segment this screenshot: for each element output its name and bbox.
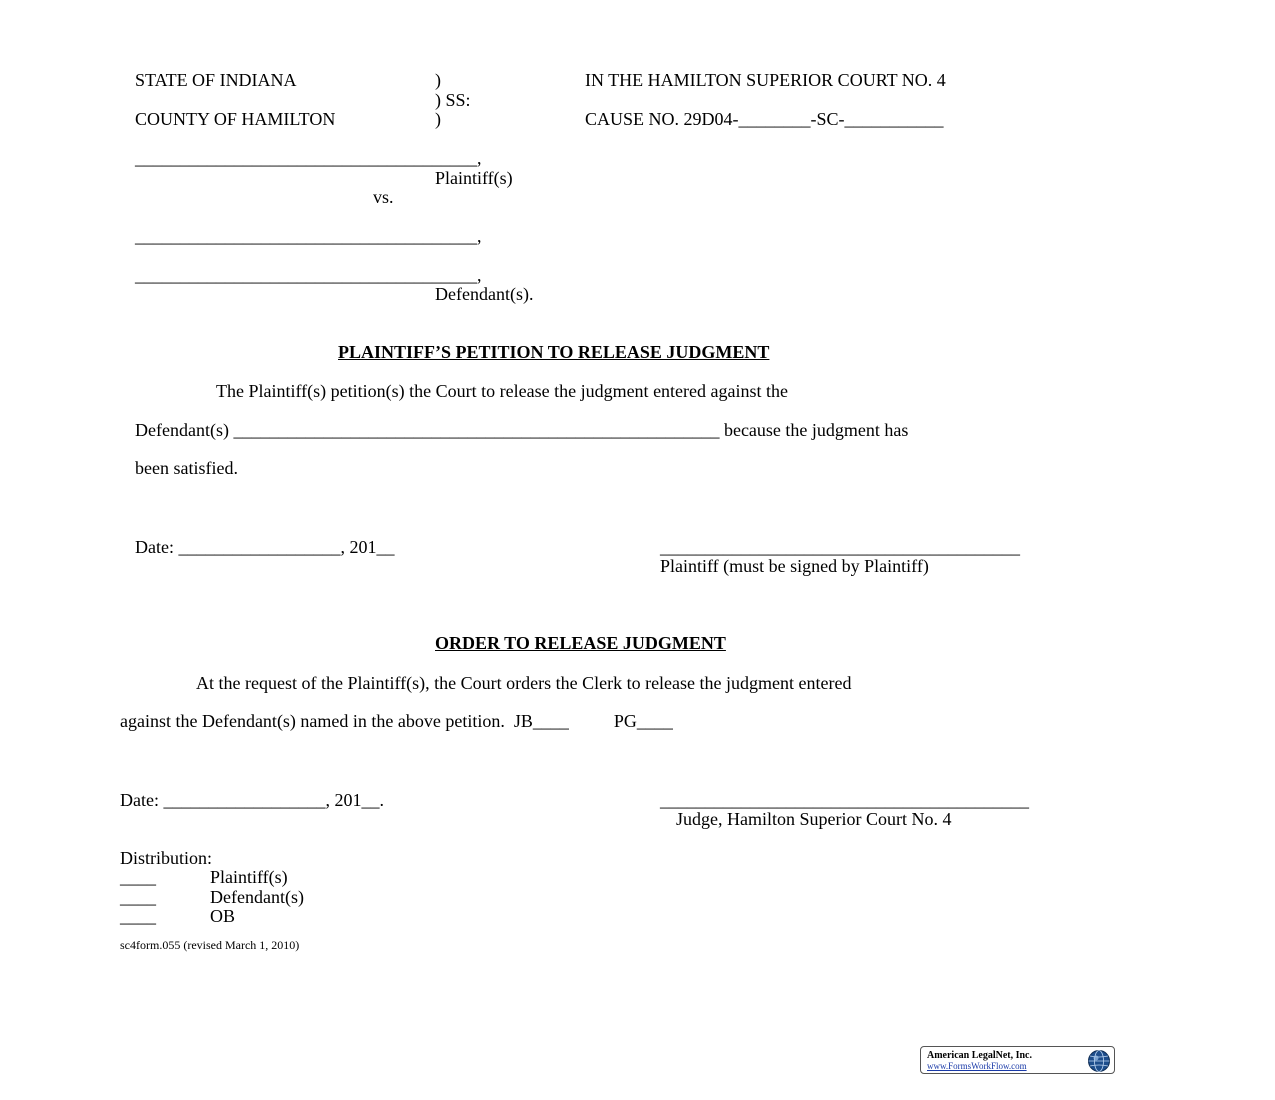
distribution-blank[interactable]: ____: [120, 867, 156, 887]
versus-label: vs.: [373, 187, 394, 207]
defendant-name-line[interactable]: ______________________________________,: [135, 226, 482, 246]
order-title: ORDER TO RELEASE JUDGMENT: [435, 633, 726, 653]
logo-company: American LegalNet, Inc.: [927, 1050, 1032, 1061]
petition-title: PLAINTIFF’S PETITION TO RELEASE JUDGMENT: [338, 342, 770, 362]
logo-url[interactable]: www.FormsWorkFlow.com: [927, 1061, 1027, 1071]
distribution-blank[interactable]: ____: [120, 906, 156, 926]
state-label: STATE OF INDIANA: [135, 70, 297, 90]
plaintiff-signature-line[interactable]: ________________________________________: [660, 537, 1020, 557]
caption-paren: ): [435, 70, 441, 90]
caption-paren: ): [435, 109, 441, 129]
distribution-title: Distribution:: [120, 848, 213, 868]
petition-text: Defendant(s) ______________________________________________________ because the judgment has: [135, 420, 909, 440]
court-name: IN THE HAMILTON SUPERIOR COURT NO. 4: [585, 70, 946, 90]
defendant-label: Defendant(s).: [435, 284, 534, 304]
cause-number: CAUSE NO. 29D04-________-SC-___________: [585, 109, 944, 129]
county-label: COUNTY OF HAMILTON: [135, 109, 336, 129]
form-id: sc4form.055 (revised March 1, 2010): [120, 938, 300, 952]
judge-signature-line[interactable]: _________________________________________: [660, 790, 1029, 810]
order-text: against the Defendant(s) named in the above petition. JB____ PG____: [120, 711, 673, 731]
distribution-label: OB: [210, 906, 236, 926]
globe-icon: [1087, 1049, 1111, 1073]
distribution-label: Defendant(s): [210, 887, 304, 907]
petition-text: The Plaintiff(s) petition(s) the Court to release the judgment entered against the: [216, 381, 789, 401]
petition-text: been satisfied.: [135, 458, 238, 478]
plaintiff-name-line[interactable]: ______________________________________,: [135, 148, 482, 168]
petition-date-field[interactable]: Date: __________________, 201__: [135, 537, 395, 557]
order-date-field[interactable]: Date: __________________, 201__.: [120, 790, 384, 810]
distribution-blank[interactable]: ____: [120, 887, 156, 907]
distribution-label: Plaintiff(s): [210, 867, 288, 887]
american-legalnet-logo[interactable]: [920, 1046, 1115, 1074]
order-text: At the request of the Plaintiff(s), the Court orders the Clerk to release the judgment entered: [196, 673, 852, 693]
defendant-name-line[interactable]: ______________________________________,: [135, 265, 482, 285]
ss-label: ) SS:: [435, 90, 471, 110]
judge-signature-label: Judge, Hamilton Superior Court No. 4: [676, 809, 952, 829]
plaintiff-signature-label: Plaintiff (must be signed by Plaintiff): [660, 556, 929, 576]
plaintiff-label: Plaintiff(s): [435, 168, 513, 188]
